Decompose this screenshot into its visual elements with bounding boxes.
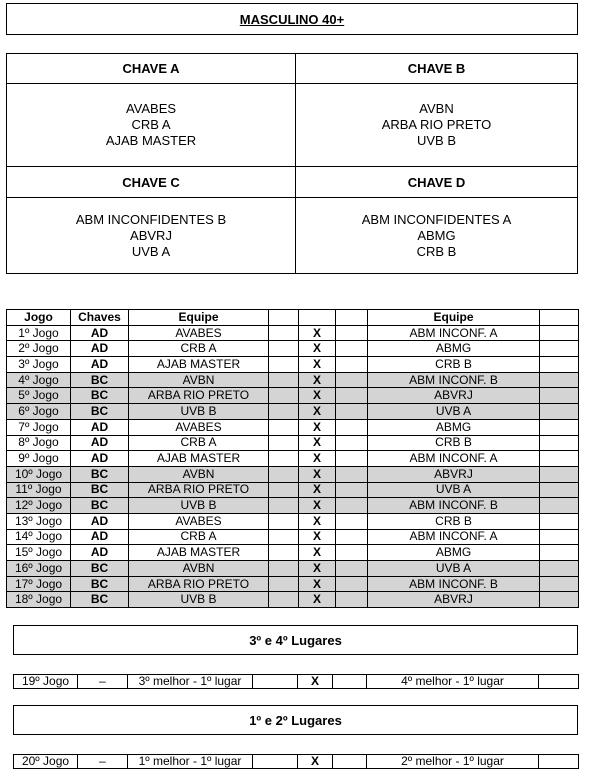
empty-cell xyxy=(269,435,299,451)
game-number: 13º Jogo xyxy=(7,513,71,529)
game-number: 16º Jogo xyxy=(7,561,71,577)
group-d-header: CHAVE D xyxy=(296,167,577,198)
final-title: 1º e 2º Lugares xyxy=(249,712,342,728)
group-c-team: UVB A xyxy=(131,243,171,259)
table-row xyxy=(7,529,579,545)
game-number: 17º Jogo xyxy=(7,576,71,592)
empty-cell xyxy=(269,451,299,467)
empty-cell xyxy=(336,388,368,404)
empty-cell xyxy=(269,529,299,545)
game-team1: AVBN xyxy=(129,372,269,388)
table-row xyxy=(7,545,579,561)
third-place-title: 3º e 4º Lugares xyxy=(249,632,342,648)
game-number: 7º Jogo xyxy=(7,419,71,435)
group-a-team: AVABES xyxy=(125,101,177,116)
empty-cell xyxy=(540,357,579,373)
empty-cell xyxy=(336,482,368,498)
final-table xyxy=(13,754,579,769)
game-vs: X xyxy=(298,675,333,689)
empty-cell xyxy=(540,561,579,577)
game-team1: AVABES xyxy=(129,325,269,341)
game-team2: ABM INCONF. B xyxy=(368,576,540,592)
game-vs: X xyxy=(299,513,336,529)
game-vs: X xyxy=(299,372,336,388)
game-team1: CRB A xyxy=(129,529,269,545)
table-row xyxy=(7,513,579,529)
empty-cell xyxy=(336,404,368,420)
game-number: 11º Jogo xyxy=(7,482,71,498)
game-team1: CRB A xyxy=(129,341,269,357)
table-row xyxy=(7,466,579,482)
game-number: 18º Jogo xyxy=(7,592,71,608)
game-number: 20º Jogo xyxy=(14,755,78,769)
group-b-header: CHAVE B xyxy=(296,54,577,84)
empty-cell xyxy=(336,561,368,577)
empty-cell xyxy=(269,372,299,388)
empty-cell xyxy=(540,341,579,357)
group-d-team: CRB B xyxy=(416,243,457,259)
game-keys: BC xyxy=(71,592,129,608)
group-a-header: CHAVE A xyxy=(7,54,295,84)
game-team1: AVABES xyxy=(129,513,269,529)
game-vs: X xyxy=(299,451,336,467)
empty-cell xyxy=(540,404,579,420)
game-team1: ARBA RIO PRETO xyxy=(129,576,269,592)
game-team1: AJAB MASTER xyxy=(129,545,269,561)
game-keys: AD xyxy=(71,529,129,545)
game-vs: X xyxy=(299,529,336,545)
game-vs: X xyxy=(299,576,336,592)
empty-cell xyxy=(336,435,368,451)
empty-cell xyxy=(540,482,579,498)
table-row xyxy=(7,592,579,608)
game-vs: X xyxy=(299,388,336,404)
empty-cell xyxy=(269,576,299,592)
table-row xyxy=(7,576,579,592)
col-equipe2-header: Equipe xyxy=(368,310,540,326)
col-jogo-header: Jogo xyxy=(7,310,71,326)
game-number: 4º Jogo xyxy=(7,372,71,388)
empty-cell xyxy=(253,675,298,689)
empty-cell xyxy=(269,357,299,373)
col-equipe1-header: Equipe xyxy=(129,310,269,326)
empty-cell xyxy=(269,482,299,498)
game-number: 6º Jogo xyxy=(7,404,71,420)
table-row xyxy=(14,755,579,769)
group-d-team: ABMG xyxy=(417,227,456,243)
table-row xyxy=(7,451,579,467)
game-team2: 4º melhor - 1º lugar xyxy=(367,675,539,689)
game-vs: X xyxy=(299,561,336,577)
col-chaves-header: Chaves xyxy=(71,310,129,326)
empty-cell xyxy=(540,513,579,529)
group-c-teams xyxy=(7,198,295,273)
game-keys: – xyxy=(78,755,128,769)
page-title: MASCULINO 40+ xyxy=(239,11,345,27)
game-number: 19º Jogo xyxy=(14,675,78,689)
empty-cell xyxy=(253,755,298,769)
game-vs: X xyxy=(299,498,336,514)
game-team2: ABMG xyxy=(368,545,540,561)
game-vs: X xyxy=(299,341,336,357)
game-team1: ARBA RIO PRETO xyxy=(129,388,269,404)
game-keys: AD xyxy=(71,357,129,373)
empty-cell xyxy=(299,310,336,326)
game-keys: BC xyxy=(71,466,129,482)
game-team1: AVBN xyxy=(129,561,269,577)
game-team2: ABVRJ xyxy=(368,388,540,404)
groups-table xyxy=(6,53,578,274)
game-keys: AD xyxy=(71,435,129,451)
table-row xyxy=(7,372,579,388)
game-number: 3º Jogo xyxy=(7,357,71,373)
group-a-team: AJAB MASTER xyxy=(105,133,197,148)
games-header-row xyxy=(7,310,579,326)
game-team2: CRB B xyxy=(368,357,540,373)
empty-cell xyxy=(336,545,368,561)
game-team1: AJAB MASTER xyxy=(129,451,269,467)
empty-cell xyxy=(540,325,579,341)
game-team2: ABM INCONF. A xyxy=(368,529,540,545)
game-keys: BC xyxy=(71,482,129,498)
group-c-header: CHAVE C xyxy=(7,167,295,198)
game-team2: ABVRJ xyxy=(368,466,540,482)
empty-cell xyxy=(336,357,368,373)
empty-cell xyxy=(269,310,299,326)
game-keys: BC xyxy=(71,372,129,388)
table-row xyxy=(14,675,579,689)
game-number: 2º Jogo xyxy=(7,341,71,357)
game-number: 1º Jogo xyxy=(7,325,71,341)
game-team1: ARBA RIO PRETO xyxy=(129,482,269,498)
empty-cell xyxy=(336,466,368,482)
empty-cell xyxy=(336,372,368,388)
empty-cell xyxy=(540,545,579,561)
empty-cell xyxy=(336,498,368,514)
game-keys: AD xyxy=(71,513,129,529)
game-keys: AD xyxy=(71,545,129,561)
game-team1: 1º melhor - 1º lugar xyxy=(128,755,253,769)
game-team2: ABVRJ xyxy=(368,592,540,608)
table-row xyxy=(7,325,579,341)
empty-cell xyxy=(336,451,368,467)
empty-cell xyxy=(333,675,367,689)
table-row xyxy=(7,357,579,373)
game-number: 14º Jogo xyxy=(7,529,71,545)
game-vs: X xyxy=(299,404,336,420)
page-title-box xyxy=(6,3,578,35)
group-b-team: AVBN xyxy=(419,101,454,116)
group-d-teams xyxy=(296,198,577,273)
game-vs: X xyxy=(299,466,336,482)
empty-cell xyxy=(336,419,368,435)
empty-cell xyxy=(540,466,579,482)
group-d-team: ABM INCONFIDENTES A xyxy=(361,211,512,227)
table-row xyxy=(7,435,579,451)
empty-cell xyxy=(540,419,579,435)
game-team1: UVB B xyxy=(129,498,269,514)
game-vs: X xyxy=(299,325,336,341)
game-vs: X xyxy=(299,419,336,435)
game-team1: 3º melhor - 1º lugar xyxy=(128,675,253,689)
empty-cell xyxy=(336,310,368,326)
third-place-title-box xyxy=(13,625,578,655)
empty-cell xyxy=(269,592,299,608)
game-team2: ABM INCONF. B xyxy=(368,498,540,514)
group-a-teams xyxy=(7,84,295,166)
game-team2: CRB B xyxy=(368,435,540,451)
game-team2: ABM INCONF. B xyxy=(368,372,540,388)
empty-cell xyxy=(539,755,579,769)
group-c-team: ABVRJ xyxy=(130,227,172,243)
game-number: 5º Jogo xyxy=(7,388,71,404)
empty-cell xyxy=(540,498,579,514)
game-team1: UVB B xyxy=(129,404,269,420)
game-vs: X xyxy=(299,482,336,498)
empty-cell xyxy=(333,755,367,769)
game-team2: UVB A xyxy=(368,482,540,498)
game-team1: AJAB MASTER xyxy=(129,357,269,373)
game-number: 10º Jogo xyxy=(7,466,71,482)
third-place-table xyxy=(13,674,579,689)
empty-cell xyxy=(540,435,579,451)
empty-cell xyxy=(540,388,579,404)
game-team2: ABM INCONF. A xyxy=(368,325,540,341)
table-row xyxy=(7,482,579,498)
game-keys: BC xyxy=(71,388,129,404)
empty-cell xyxy=(269,498,299,514)
empty-cell xyxy=(269,404,299,420)
empty-cell xyxy=(540,451,579,467)
group-a-team: CRB A xyxy=(131,117,171,132)
game-vs: X xyxy=(299,592,336,608)
group-b-team: UVB B xyxy=(416,133,456,148)
game-team2: UVB A xyxy=(368,561,540,577)
empty-cell xyxy=(540,310,579,326)
table-row xyxy=(7,388,579,404)
empty-cell xyxy=(336,576,368,592)
game-vs: X xyxy=(299,435,336,451)
empty-cell xyxy=(269,561,299,577)
game-team2: ABMG xyxy=(368,341,540,357)
game-number: 9º Jogo xyxy=(7,451,71,467)
empty-cell xyxy=(269,341,299,357)
table-row xyxy=(7,419,579,435)
empty-cell xyxy=(539,675,579,689)
game-vs: X xyxy=(299,545,336,561)
game-keys: BC xyxy=(71,404,129,420)
game-keys: BC xyxy=(71,498,129,514)
empty-cell xyxy=(336,325,368,341)
game-team1: AVBN xyxy=(129,466,269,482)
game-number: 15º Jogo xyxy=(7,545,71,561)
group-b-team: ARBA RIO PRETO xyxy=(381,117,492,132)
game-team2: CRB B xyxy=(368,513,540,529)
empty-cell xyxy=(336,341,368,357)
table-row xyxy=(7,498,579,514)
empty-cell xyxy=(336,592,368,608)
game-keys: AD xyxy=(71,451,129,467)
final-title-box xyxy=(13,705,578,735)
game-vs: X xyxy=(299,357,336,373)
empty-cell xyxy=(540,576,579,592)
table-row xyxy=(7,341,579,357)
empty-cell xyxy=(269,325,299,341)
table-row xyxy=(7,561,579,577)
empty-cell xyxy=(269,513,299,529)
group-c-team: ABM INCONFIDENTES B xyxy=(75,211,227,227)
game-team2: ABMG xyxy=(368,419,540,435)
empty-cell xyxy=(269,545,299,561)
game-keys: AD xyxy=(71,419,129,435)
empty-cell xyxy=(336,529,368,545)
empty-cell xyxy=(540,529,579,545)
game-keys: AD xyxy=(71,341,129,357)
game-vs: X xyxy=(298,755,333,769)
game-team2: 2º melhor - 1º lugar xyxy=(367,755,539,769)
empty-cell xyxy=(269,388,299,404)
game-team1: CRB A xyxy=(129,435,269,451)
game-number: 8º Jogo xyxy=(7,435,71,451)
table-row xyxy=(7,404,579,420)
empty-cell xyxy=(540,592,579,608)
game-number: 12º Jogo xyxy=(7,498,71,514)
group-b-teams xyxy=(296,84,577,166)
empty-cell xyxy=(269,466,299,482)
games-table xyxy=(6,309,579,608)
game-keys: BC xyxy=(71,576,129,592)
game-keys: – xyxy=(78,675,128,689)
game-keys: AD xyxy=(71,325,129,341)
game-team1: UVB B xyxy=(129,592,269,608)
game-keys: BC xyxy=(71,561,129,577)
empty-cell xyxy=(336,513,368,529)
game-team2: ABM INCONF. A xyxy=(368,451,540,467)
empty-cell xyxy=(540,372,579,388)
game-team2: UVB A xyxy=(368,404,540,420)
empty-cell xyxy=(269,419,299,435)
game-team1: AVABES xyxy=(129,419,269,435)
